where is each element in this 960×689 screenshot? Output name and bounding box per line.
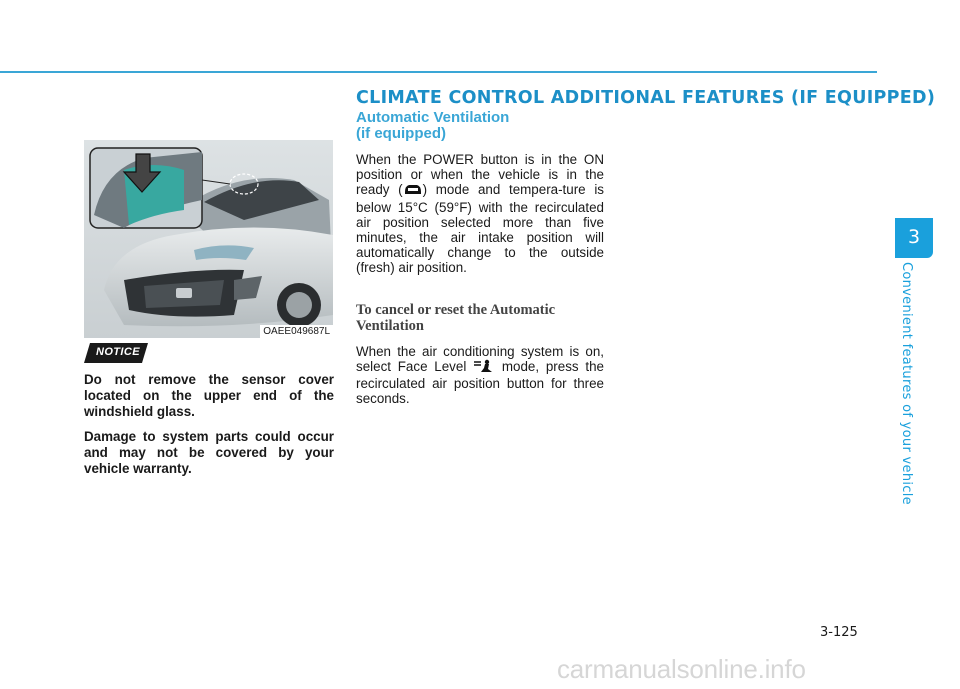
watermark: carmanualsonline.info: [557, 654, 806, 684]
notice-paragraph-1: Do not remove the sensor cover located on the upper end of the windshield glass.: [84, 372, 334, 419]
cancel-heading-line1: To cancel or reset the Automatic: [356, 301, 556, 318]
auto-vent-text-1: When the POWER button is in the ON position or when the vehicle is in the ready (: [356, 152, 604, 198]
car-photo: [84, 140, 333, 338]
cancel-text-2: mode, press the recirculated air position button for three seconds.: [356, 358, 604, 407]
chapter-tab: [895, 218, 933, 258]
cancel-text-1: When the air conditioning system is on, select Face Level: [356, 343, 604, 374]
face-level-icon: [473, 359, 495, 376]
section-title: CLIMATE CONTROL ADDITIONAL FEATURES (IF EQUIPPED): [356, 88, 936, 108]
page-number: 3-125: [820, 625, 858, 640]
auto-vent-heading: [356, 110, 604, 142]
figure-label: OAEE049687L: [260, 325, 333, 338]
cancel-heading-line2: Ventilation: [356, 317, 424, 334]
notice-badge: [84, 343, 148, 363]
notice-paragraph-2: Damage to system parts could occur and may not be covered by your vehicle warranty.: [84, 429, 334, 476]
ready-car-icon: [403, 182, 423, 199]
cancel-heading: [356, 302, 604, 334]
auto-vent-text-2: ) mode and tempera-ture is below 15°C (59°F) with the recirculated air position selected more than five minutes, the air intake position will automatically change to the outside (fresh) air position.: [356, 182, 604, 276]
auto-vent-paragraph: [356, 152, 604, 276]
auto-vent-heading-line2: (if equipped): [356, 125, 446, 142]
auto-vent-heading-line1: Automatic Ventilation: [356, 109, 510, 126]
chapter-label: Convenient features of your vehicle: [899, 262, 914, 505]
auto-vent-section: [356, 110, 604, 406]
top-rule: [0, 71, 877, 73]
chapter-number: 3: [907, 226, 921, 248]
cancel-paragraph: [356, 344, 604, 407]
notice-text: [84, 372, 334, 486]
notice-badge-label: NOTICE: [96, 346, 140, 358]
figure-image: [84, 140, 333, 338]
